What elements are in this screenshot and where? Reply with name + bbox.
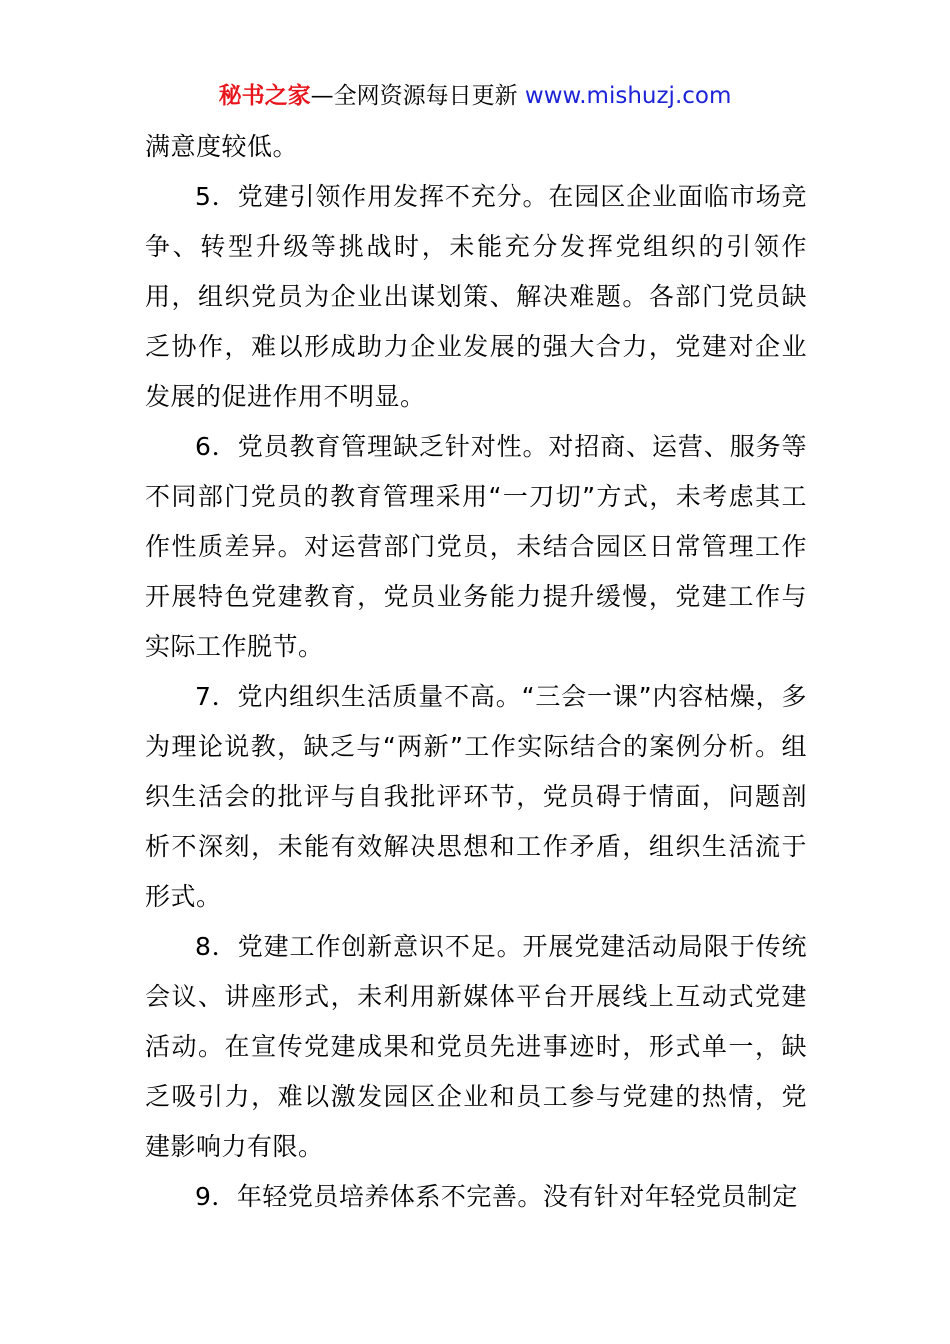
paragraph-item-8: 8．党建工作创新意识不足。开展党建活动局限于传统会议、讲座形式，未利用新媒体平台开展线上互动式党建活动。在宣传党建成果和党员先进事迹时，形式单一，缺乏吸引力，难以激发园区企业和员工参与党建的热情，党建影响力有限。	[145, 932, 807, 1161]
paragraph-item-6: 6．党员教育管理缺乏针对性。对招商、运营、服务等不同部门党员的教育管理采用“一刀切”方式，未考虑其工作性质差异。对运营部门党员，未结合园区日常管理工作开展特色党建教育，党员业务能力提升缓慢，党建工作与实际工作脱节。	[145, 432, 807, 661]
site-url-link[interactable]: www.mishuzj.com	[524, 83, 732, 109]
document-body	[145, 122, 807, 1222]
site-brand: 秘书之家	[218, 83, 311, 109]
paragraph-continuation: 满意度较低。	[145, 132, 299, 161]
site-tagline: —全网资源每日更新	[310, 83, 525, 109]
page-header	[0, 80, 950, 112]
paragraph-item-7: 7．党内组织生活质量不高。“三会一课”内容枯燥，多为理论说教，缺乏与“两新”工作实际结合的案例分析。组织生活会的批评与自我批评环节，党员碍于情面，问题剖析不深刻，未能有效解决思想和工作矛盾，组织生活流于形式。	[145, 682, 807, 911]
paragraph-item-5: 5．党建引领作用发挥不充分。在园区企业面临市场竞争、转型升级等挑战时，未能充分发挥党组织的引领作用，组织党员为企业出谋划策、解决难题。各部门党员缺乏协作，难以形成助力企业发展的强大合力，党建对企业发展的促进作用不明显。	[145, 182, 807, 411]
paragraph-item-9: 9．年轻党员培养体系不完善。没有针对年轻党员制定	[195, 1182, 798, 1211]
